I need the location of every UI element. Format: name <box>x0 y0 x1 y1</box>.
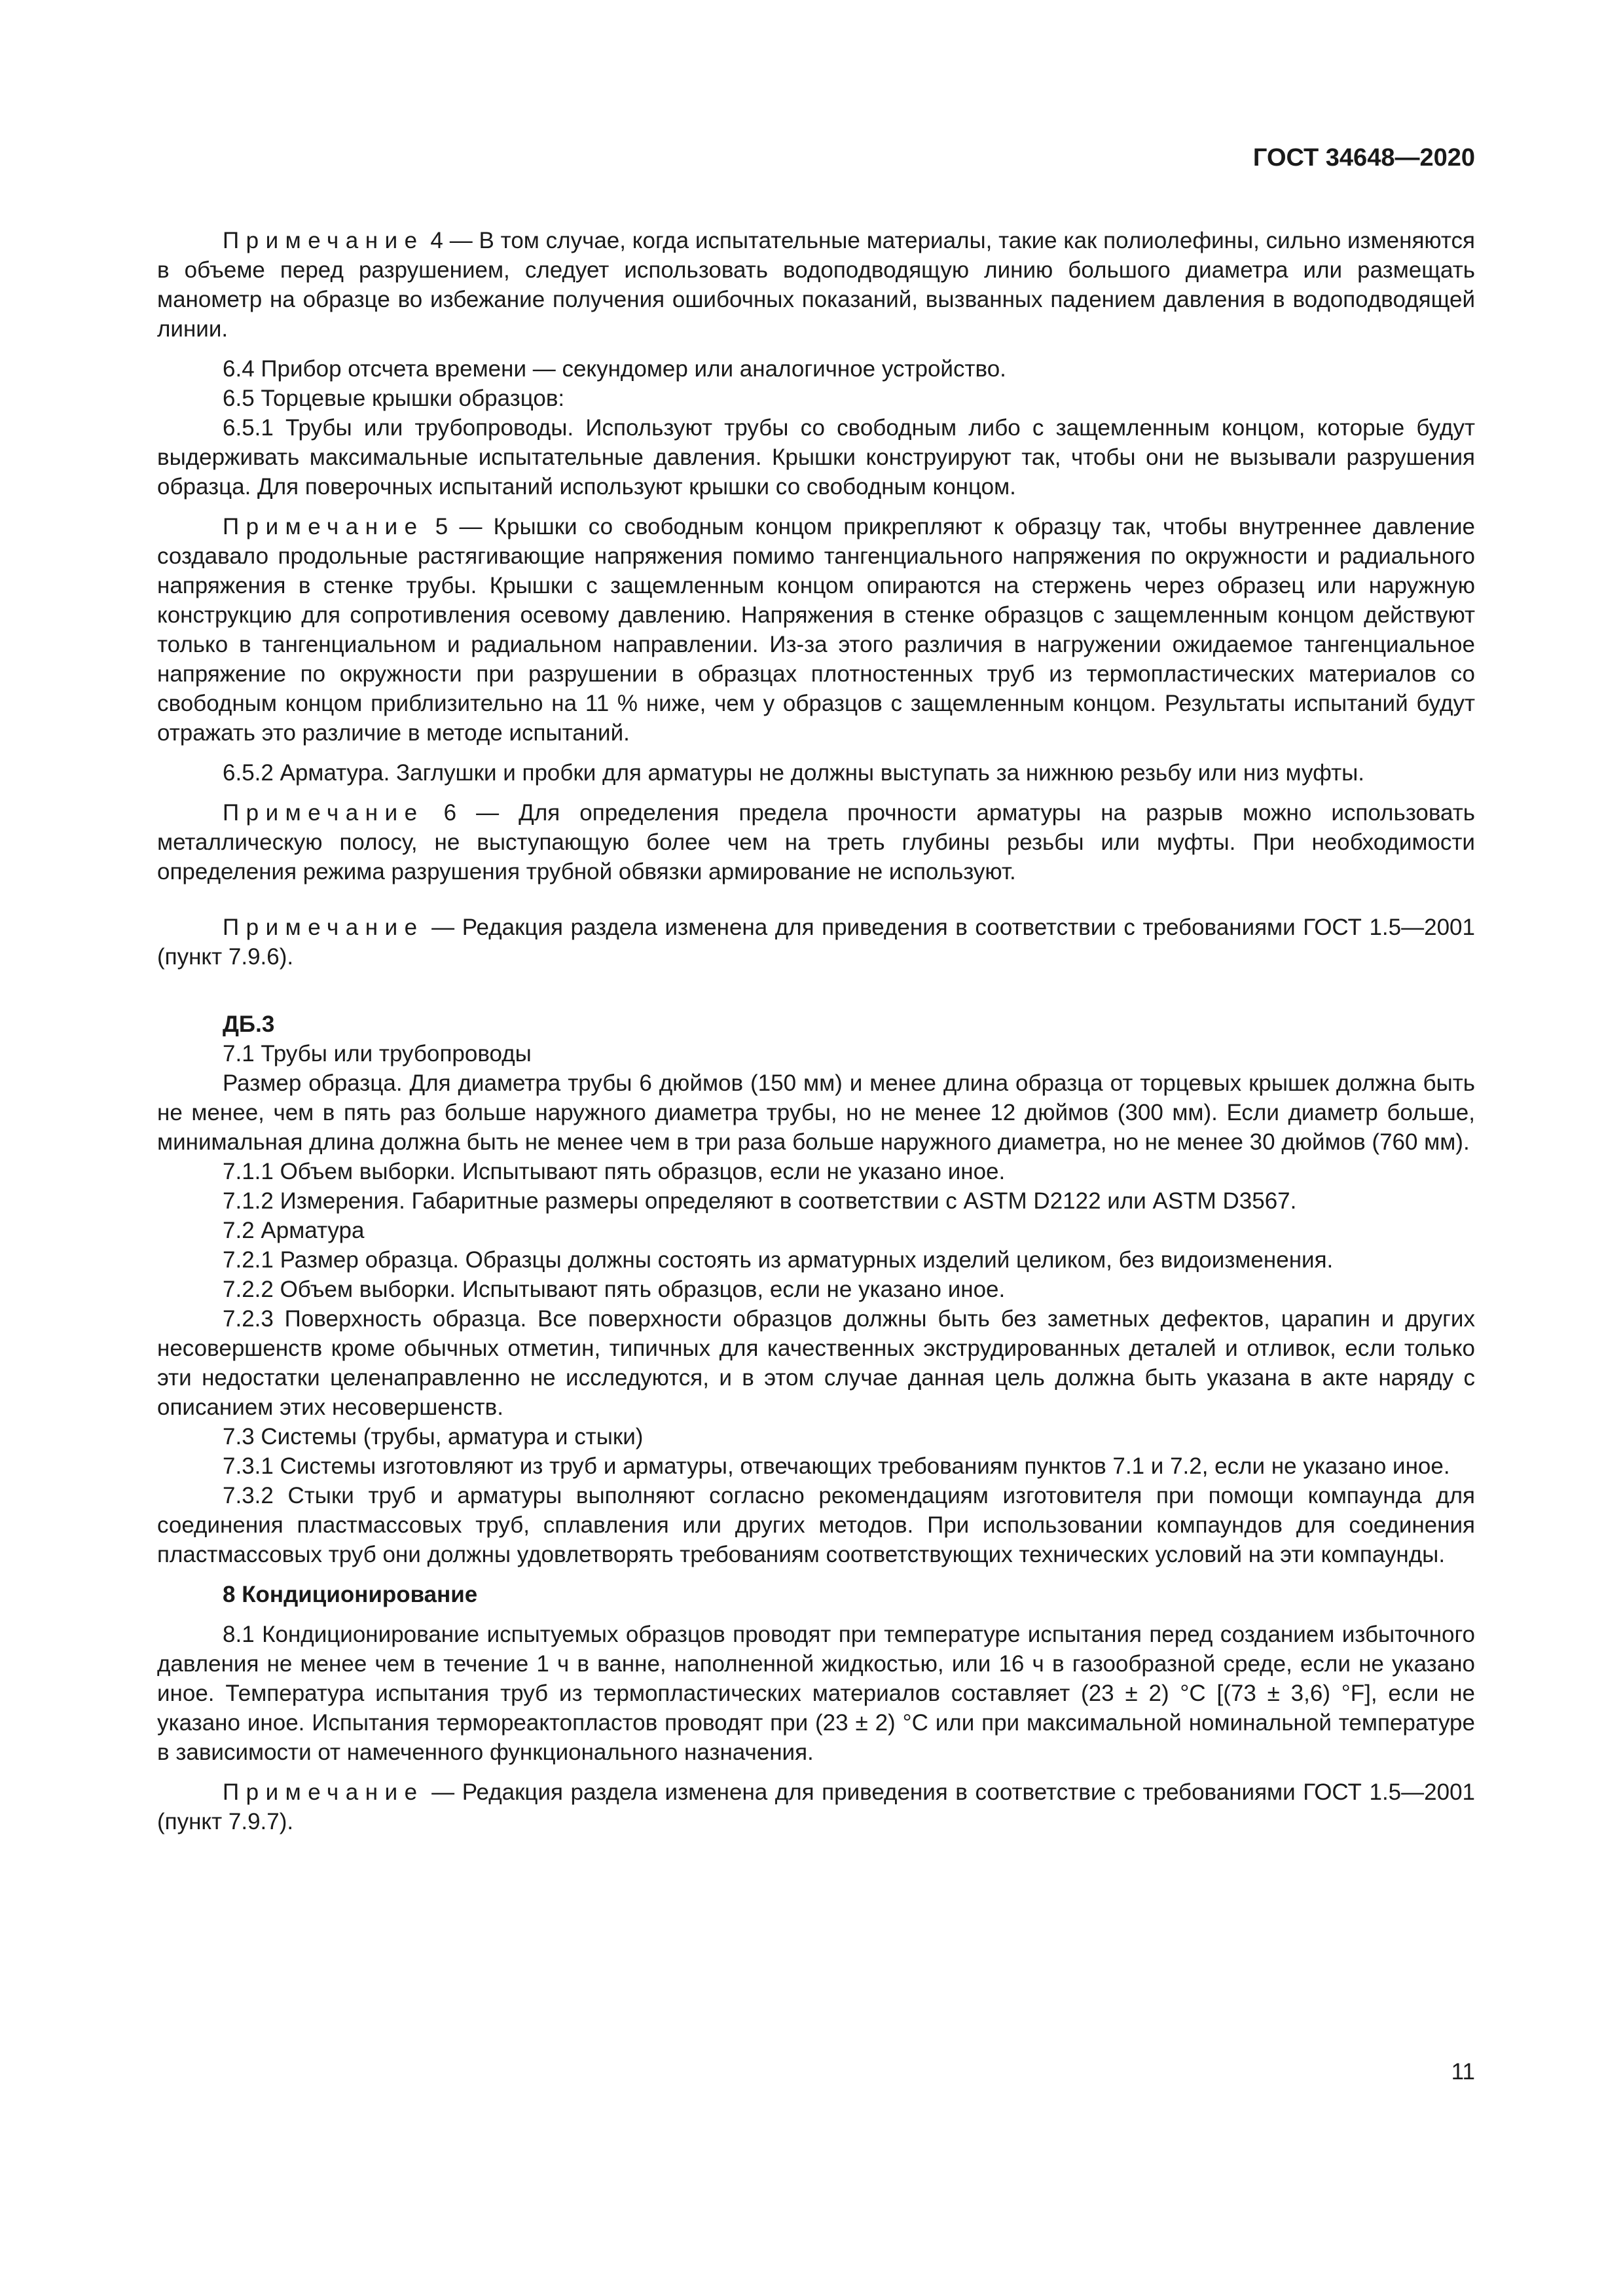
clause-7-1-2: 7.1.2 Измерения. Габаритные размеры определяют в соответствии с ASTM D2122 или ASTM D3567. <box>223 1188 1297 1214</box>
note-label: Примечание <box>223 514 424 539</box>
clause-7-3: 7.3 Системы (трубы, арматура и стыки) <box>223 1424 644 1449</box>
editorial-note-2 <box>157 1777 1475 1836</box>
clause-7-2-1: 7.2.1 Размер образца. Образцы должны состоять из арматурных изделий целиком, без видоизменения. <box>223 1247 1334 1273</box>
page-body <box>157 226 1475 1836</box>
note-text: — Редакция раздела изменена для приведения в соответствие с требованиями ГОСТ 1.5—2001 (пункт 7.9.7). <box>157 1779 1475 1834</box>
clause-6-5-1: 6.5.1 Трубы или трубопроводы. Используют трубы со свободным либо с защемленным концом, которые будут выдерживать максимальные испытательные давления. Крышки конструируют так, чтобы они не вызывали разрушения образца. Для поверочных испытаний используют крышки со свободным концом. <box>157 415 1475 500</box>
note-5 <box>157 512 1475 748</box>
note-text: — Редакция раздела изменена для приведения в соответствии с требованиями ГОСТ 1.5—2001 (пункт 7.9.6). <box>157 915 1475 970</box>
clause-7-3-1: 7.3.1 Системы изготовляют из труб и арматуры, отвечающих требованиям пунктов 7.1 и 7.2, если не указано иное. <box>223 1453 1450 1479</box>
section-db3-heading: ДБ.3 <box>223 1011 275 1037</box>
note-text: 5 — Крышки со свободным концом прикрепляют к образцу так, чтобы внутреннее давление создавало продольные растягивающие напряжения помимо тангенциального напряжения по окружности и радиального напряжения в стенке трубы. Крышки с защемленным концом опираются на стержень через образец или наружную конструкцию для сопротивления осевому давлению. Напряжения в стенке образцов с защемленным концом действуют только в тангенциальном и радиальном направлении. Из-за этого различия в нагружении ожидаемое тангенциальное напряжение по окружности при разрушении в образцах плотностенных труб из термопластических материалов со свободным концом приблизительно на 11 % ниже, чем у образцов с защемленным концом. Результаты испытаний будут отражать это различие в методе испытаний. <box>157 514 1475 746</box>
clause-6-5: 6.5 Торцевые крышки образцов: <box>223 386 565 411</box>
clause-7-2-3: 7.2.3 Поверхность образца. Все поверхности образцов должны быть без заметных дефектов, царапин и других несовершенств кроме обычных отметин, типичных для качественных экструдированных деталей и отливок, если только эти недостатки целенаправленно не исследуются, и в этом случае данная цель должна быть указана в акте наряду с описанием этих несовершенств. <box>157 1306 1475 1420</box>
note-6 <box>157 798 1475 886</box>
clause-7-1-size: Размер образца. Для диаметра трубы 6 дюймов (150 мм) и менее длина образца от торцевых крышек должна быть не менее, чем в пять раз больше наружного диаметра трубы, но не менее 12 дюймов (300 мм). Если диаметр больше, минимальная длина должна быть не менее чем в три раза больше наружного диаметра, но не менее 30 дюймов (760 мм). <box>157 1070 1475 1155</box>
note-label: Примечание <box>223 1779 424 1805</box>
clause-8-1: 8.1 Кондиционирование испытуемых образцов проводят при температуре испытания перед созданием избыточного давления не менее чем в течение 1 ч в ванне, наполненной жидкостью, или 16 ч в газообразной среде, если не указано иное. Температура испытания труб из термопластических материалов составляет (23 ± 2) °С [(73 ± 3,6) °F], если не указано иное. Испытания термореактопластов проводят при (23 ± 2) °С или при максимальной номинальной температуре в зависимости от намеченного функционального назначения. <box>157 1622 1475 1765</box>
note-label: Примечание <box>223 228 424 253</box>
note-4 <box>157 226 1475 344</box>
clause-7-3-2: 7.3.2 Стыки труб и арматуры выполняют согласно рекомендациям изготовителя при помощи компаунда для соединения пластмассовых труб, сплавления или других методов. При использовании компаундов для соединения пластмассовых труб они должны удовлетворять требованиям соответствующих технических условий на эти компаунды. <box>157 1483 1475 1567</box>
note-text: 6 — Для определения предела прочности арматуры на разрыв можно использовать металлическую полосу, не выступающую более чем на треть глубины резьбы или муфты. При необходимости определения режима разрушения трубной обвязки армирование не используют. <box>157 800 1475 884</box>
editorial-note-1 <box>157 913 1475 972</box>
clause-7-1-1: 7.1.1 Объем выборки. Испытывают пять образцов, если не указано иное. <box>223 1159 1006 1184</box>
page-number: 11 <box>1451 2059 1475 2085</box>
document-id: ГОСТ 34648—2020 <box>1252 144 1475 172</box>
clause-7-1: 7.1 Трубы или трубопроводы <box>223 1041 532 1066</box>
section-8-heading: 8 Кондиционирование <box>223 1582 478 1607</box>
note-label: Примечание <box>223 800 424 826</box>
note-label: Примечание <box>223 915 424 940</box>
clause-6-5-2: 6.5.2 Арматура. Заглушки и пробки для арматуры не должны выступать за нижнюю резьбу или низ муфты. <box>223 760 1365 786</box>
clause-6-4: 6.4 Прибор отсчета времени — секундомер или аналогичное устройство. <box>223 356 1006 382</box>
note-text: 4 — В том случае, когда испытательные материалы, такие как полиолефины, сильно изменяются в объеме перед разрушением, следует использовать водоподводящую линию большого диаметра или размещать манометр на образце во избежание получения ошибочных показаний, вызванных падением давления в водоподводящей линии. <box>157 228 1475 342</box>
clause-7-2: 7.2 Арматура <box>223 1218 365 1243</box>
clause-7-2-2: 7.2.2 Объем выборки. Испытывают пять образцов, если не указано иное. <box>223 1277 1006 1302</box>
